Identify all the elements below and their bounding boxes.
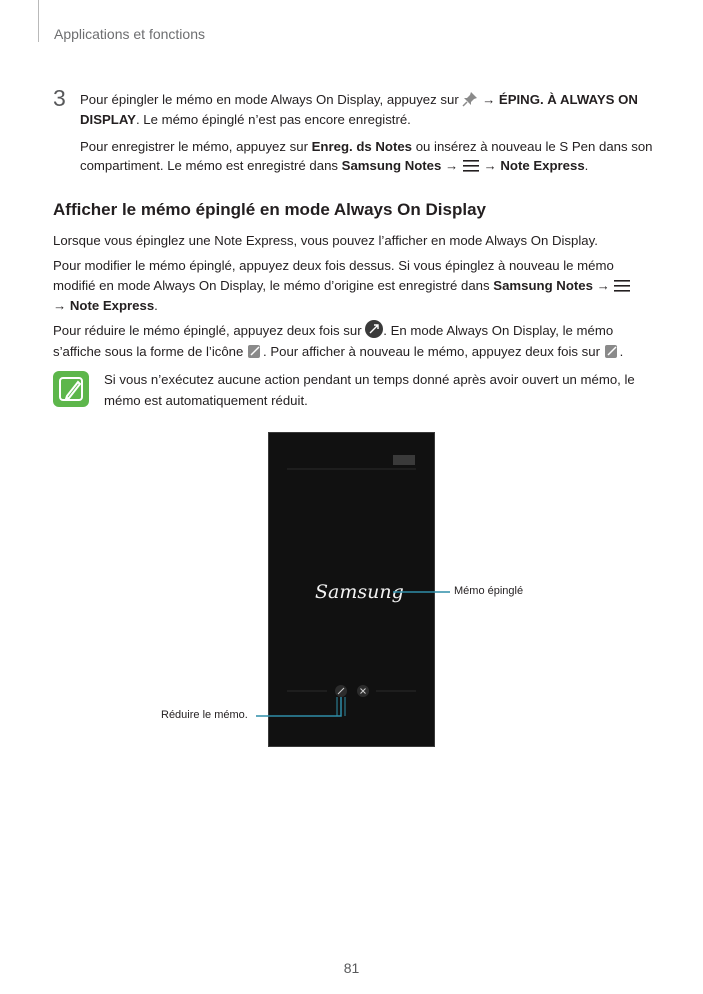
note-line1: Si vous n’exécutez aucune action pendant un temps donné après avoir ouvert un mémo, le xyxy=(104,372,635,387)
handwritten-signature: Samsung xyxy=(315,581,404,603)
step3-line1: Pour épingler le mémo en mode Always On Display, appuyez sur → ÉPING. À ALWAYS ON xyxy=(80,89,638,114)
note-line2: mémo est automatiquement réduit. xyxy=(104,393,308,408)
section-title: Afficher le mémo épinglé en mode Always On Display xyxy=(53,200,486,219)
section-para1: Lorsque vous épinglez une Note Express, vous pouvez l’afficher en mode Always On Display. xyxy=(53,233,598,248)
page-number: 81 xyxy=(343,960,360,976)
callout-reduce-memo: Réduire le mémo. xyxy=(161,709,248,721)
section-para2-line1: Pour modifier le mémo épinglé, appuyez deux fois dessus. Si vous épinglez à nouveau le mémo xyxy=(53,258,614,273)
section-para2-line3: → Note Express. xyxy=(53,298,158,313)
section-para3-line2: s’affiche sous la forme de l’icône . Pour afficher à nouveau le mémo, appuyez deux fois sur . xyxy=(53,341,623,366)
step3-para2-line2: compartiment. Le mémo est enregistré dans Samsung Notes → → Note Express. xyxy=(80,155,588,180)
section-header: Applications et fonctions xyxy=(54,26,205,42)
step3-line2: DISPLAY. Le mémo épinglé n’est pas encore enregistré. xyxy=(80,112,411,127)
section-para3-line1: Pour réduire le mémo épinglé, appuyez deux fois sur . En mode Always On Display, le mémo xyxy=(53,320,613,345)
section-para2-line2: modifié en mode Always On Display, le mémo d’origine est enregistré dans Samsung Notes → xyxy=(53,275,631,300)
callout-pinned-memo: Mémo épinglé xyxy=(454,585,524,597)
step3-para2-line1: Pour enregistrer le mémo, appuyez sur Enreg. ds Notes ou insérez à nouveau le S Pen dans son xyxy=(80,139,653,154)
step-number: 3 xyxy=(53,85,66,111)
